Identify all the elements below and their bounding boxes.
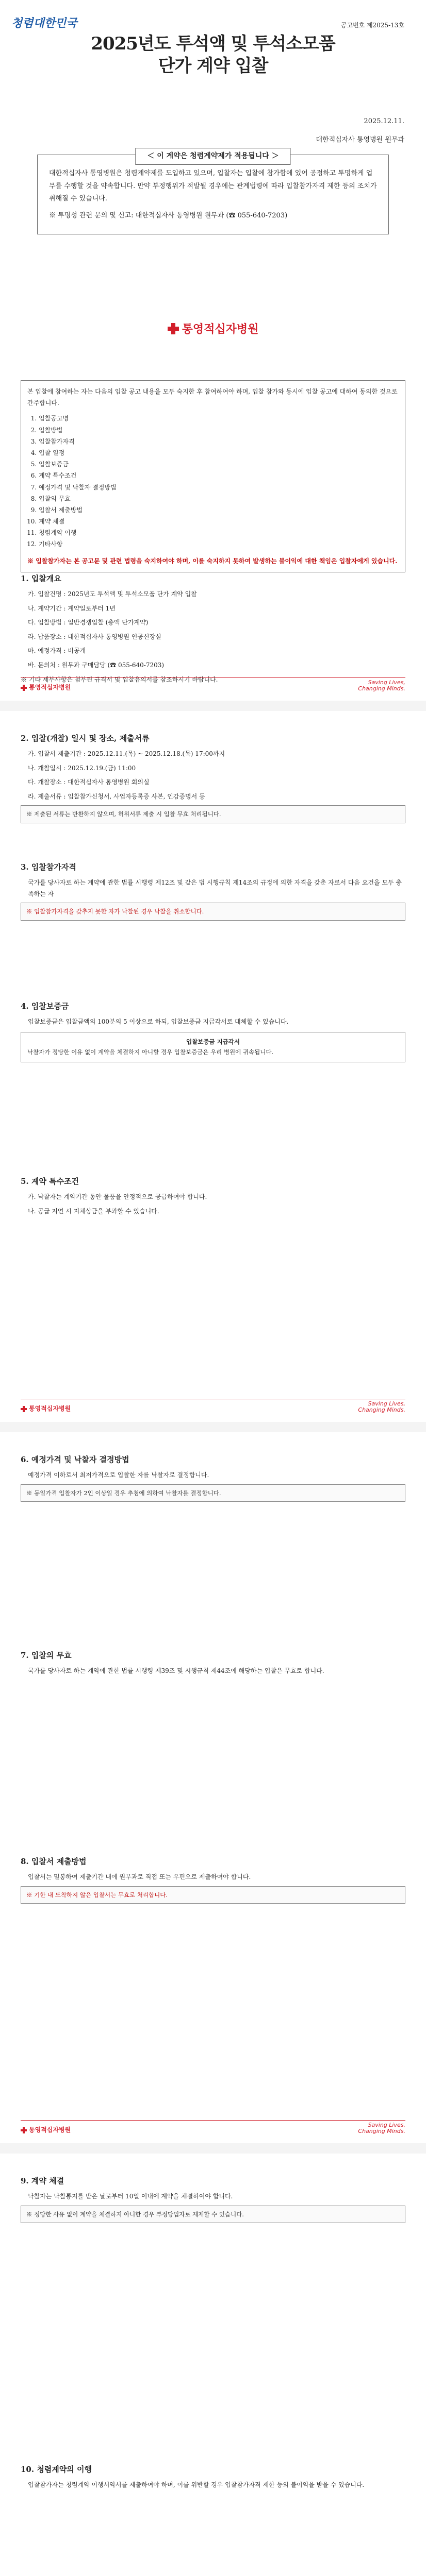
page-2 <box>0 711 426 1422</box>
section-heading: 4. 입찰보증금 <box>21 1002 69 1011</box>
section-heading: 6. 예정가격 및 낙찰자 결정방법 <box>21 1455 129 1464</box>
section-row: 가. 입찰서 제출기간 : 2025.12.11.(목) ~ 2025.12.18.(목) 17:00까지 <box>28 750 225 757</box>
section-invalid-bids <box>21 1649 405 1680</box>
section-row: 마. 예정가격 : 비공개 <box>28 647 86 655</box>
hospital-logo <box>0 320 426 336</box>
section-heading: 10. 청렴계약의 이행 <box>21 2465 92 2474</box>
section-body: 국가를 당사자로 하는 계약에 관한 법률 시행령 제39조 및 시행규칙 제44조에 해당하는 입찰은 무효로 합니다. <box>28 1667 324 1674</box>
section-body: 입찰참가자는 청렴계약 이행서약서를 제출하여야 하며, 이를 위반할 경우 입찰참가자격 제한 등의 불이익을 받을 수 있습니다. <box>28 2481 365 2488</box>
slogan-line-2: Changing Minds. <box>358 2128 405 2135</box>
section-callout: ※ 기한 내 도착하지 않은 입찰서는 무효로 처리합니다. <box>21 1886 405 1904</box>
deposit-box <box>21 1032 405 1062</box>
page-1 <box>0 0 426 701</box>
footer-rule <box>21 677 405 678</box>
section-deposit <box>21 999 405 1066</box>
footer-hospital-name: 통영적십자병원 <box>29 684 71 691</box>
section-row: 가. 낙찰자는 계약기간 동안 물품을 안정적으로 공급하여야 합니다. <box>28 1193 207 1200</box>
integrity-notice-paragraph: 대한적십자사 통영병원은 청렴계약제를 도입하고 있으며, 입찰자는 입찰에 참가함에 있어 공정하고 투명하게 업무를 수행할 것을 약속합니다. 만약 부정행위가 적발될 경우에는 관계법령에 따라 입찰참가자격 제한 등의 조치가 취해질 수 있습니다. <box>49 170 377 203</box>
summary-item: 4. 입찰 일정 <box>39 447 399 459</box>
document-number: 공고번호 제2025-13호 <box>340 22 404 29</box>
deposit-box-title: 입찰보증금 지급각서 <box>186 1038 240 1045</box>
summary-item: 1. 입찰공고명 <box>39 413 399 424</box>
gov-integrity-logo: 청렴대한민국 <box>11 17 77 30</box>
summary-item: 5. 입찰보증금 <box>39 459 399 470</box>
section-callout: ※ 제출된 서류는 반환하지 않으며, 허위서류 제출 시 입찰 무효 처리됩니다. <box>21 805 405 823</box>
section-callout: ※ 정당한 사유 없이 계약을 체결하지 아니한 경우 부정당업자로 제재할 수 있습니다. <box>21 2206 405 2224</box>
section-heading: 1. 입찰개요 <box>21 574 61 583</box>
summary-item: 9. 입찰서 제출방법 <box>39 504 399 516</box>
footer-slogan <box>358 680 405 692</box>
red-cross-icon <box>21 685 27 691</box>
footer-logo <box>21 1404 71 1413</box>
deposit-box-text: 낙찰자가 정당한 이유 없이 계약을 체결하지 아니할 경우 입찰보증금은 우리 병원에 귀속됩니다. <box>27 1048 274 1056</box>
section-body: 입찰보증금은 입찰금액의 100분의 5 이상으로 하되, 입찰보증금 지급각서로 대체할 수 있습니다. <box>28 1018 289 1025</box>
section-integrity <box>21 2463 405 2494</box>
section-heading: 5. 계약 특수조건 <box>21 1177 79 1186</box>
section-body: 입찰서는 밀봉하여 제출기간 내에 원무과로 직접 또는 우편으로 제출하여야 합니다. <box>28 1873 251 1880</box>
red-cross-icon <box>21 2127 27 2133</box>
summary-item: 2. 입찰방법 <box>39 425 399 436</box>
section-contract <box>21 2174 405 2226</box>
notice-date: 2025.12.11. <box>364 117 404 125</box>
footer-rule <box>21 2120 405 2121</box>
integrity-contact: ※ 투명성 관련 문의 및 신고: 대한적십자사 통영병원 원무과 (☎ 055-640-7203) <box>49 212 288 220</box>
red-cross-icon <box>168 323 179 334</box>
summary-list <box>27 413 399 550</box>
title-line-2: 단가 계약 입찰 <box>158 55 268 76</box>
section-heading: 9. 계약 체결 <box>21 2176 64 2185</box>
red-cross-icon <box>21 1406 27 1412</box>
page-3 <box>0 1432 426 2143</box>
section-submission <box>21 1855 405 1907</box>
summary-item: 6. 계약 특수조건 <box>39 470 399 481</box>
section-body: 낙찰자는 낙찰통지를 받은 날로부터 10일 이내에 계약을 체결하여야 합니다. <box>28 2193 233 2200</box>
section-overview <box>21 572 405 685</box>
section-special-terms <box>21 1175 405 1220</box>
footer-logo <box>21 2125 71 2134</box>
section-row: 가. 입찰건명 : 2025년도 투석액 및 투석소모품 단가 계약 입찰 <box>28 590 197 598</box>
section-row: 라. 제출서류 : 입찰참가신청서, 사업자등록증 사본, 인감증명서 등 <box>28 792 205 800</box>
section-row: 라. 납품장소 : 대한적십자사 통영병원 인공신장실 <box>28 633 161 640</box>
footer-slogan <box>358 2122 405 2135</box>
footer-hospital-name: 통영적십자병원 <box>29 1405 71 1412</box>
section-heading: 8. 입찰서 제출방법 <box>21 1857 87 1866</box>
footer-hospital-name: 통영적십자병원 <box>29 2126 71 2133</box>
page-4 <box>0 2154 426 2576</box>
summary-box <box>21 380 405 572</box>
section-award-method <box>21 1453 405 1505</box>
slogan-line-1: Saving Lives, <box>368 679 405 686</box>
slogan-line-1: Saving Lives, <box>368 1400 405 1407</box>
section-schedule <box>21 732 405 826</box>
section-body: 예정가격 이하로서 최저가격으로 입찰한 자를 낙찰자로 결정합니다. <box>28 1471 209 1479</box>
section-callout: ※ 동일가격 입찰자가 2인 이상일 경우 추첨에 의하여 낙찰자를 결정합니다. <box>21 1484 405 1502</box>
section-note: ※ 기타 세부사항은 첨부된 규격서 및 입찰유의서를 참조하시기 바랍니다. <box>21 675 218 683</box>
section-eligibility <box>21 860 405 924</box>
integrity-notice-box <box>37 152 389 234</box>
section-row: 다. 개찰장소 : 대한적십자사 통영병원 회의실 <box>28 778 150 786</box>
section-heading: 7. 입찰의 무효 <box>21 1651 72 1660</box>
section-row: 나. 공급 지연 시 지체상금을 부과할 수 있습니다. <box>28 1207 159 1215</box>
footer-slogan <box>358 1401 405 1414</box>
section-row: 바. 문의처 : 원무과 구매담당 (☎ 055-640-7203) <box>28 661 165 669</box>
footer-logo <box>21 683 71 691</box>
hospital-name: 통영적십자병원 <box>182 323 259 336</box>
issuing-org: 대한적십자사 통영병원 원무과 <box>316 136 404 144</box>
integrity-notice-tag: ＜ 이 계약은 청렴계약제가 적용됩니다 ＞ <box>135 148 290 165</box>
summary-item: 12. 기타사항 <box>39 538 399 550</box>
summary-item: 3. 입찰참가자격 <box>39 436 399 447</box>
page-title <box>0 33 426 77</box>
section-row: 다. 입찰방법 : 일반경쟁입찰 (총액 단가계약) <box>28 619 149 626</box>
slogan-line-2: Changing Minds. <box>358 685 405 692</box>
slogan-line-1: Saving Lives, <box>368 2121 405 2128</box>
summary-warning: ※ 입찰참가자는 본 공고문 및 관련 법령을 숙지하여야 하며, 이를 숙지하지 못하여 발생하는 불이익에 대한 책임은 입찰자에게 있습니다. <box>27 557 398 565</box>
summary-item: 10. 계약 체결 <box>39 516 399 527</box>
summary-item: 8. 입찰의 무효 <box>39 493 399 504</box>
summary-item: 7. 예정가격 및 낙찰자 결정방법 <box>39 482 399 493</box>
section-heading: 2. 입찰(개찰) 일시 및 장소, 제출서류 <box>21 734 150 743</box>
section-heading: 3. 입찰참가자격 <box>21 862 76 872</box>
section-body: 국가를 당사자로 하는 계약에 관한 법률 시행령 제12조 및 같은 법 시행규칙 제14조의 규정에 의한 자격을 갖춘 자로서 다음 요건을 모두 충족하는 자 <box>28 879 402 897</box>
section-callout: ※ 입찰참가자격을 갖추지 못한 자가 낙찰된 경우 낙찰을 취소합니다. <box>21 903 405 921</box>
section-row: 나. 계약기간 : 계약일로부터 1년 <box>28 604 116 612</box>
section-row: 나. 개찰일시 : 2025.12.19.(금) 11:00 <box>28 764 136 772</box>
title-line-1: 2025년도 투석액 및 투석소모품 <box>91 33 335 54</box>
slogan-line-2: Changing Minds. <box>358 1406 405 1414</box>
summary-item: 11. 청렴계약 이행 <box>39 527 399 538</box>
summary-lead: 본 입찰에 참여하는 자는 다음의 입찰 공고 내용을 모두 숙지한 후 참여하여야 하며, 입찰 참가와 동시에 입찰 공고에 대하여 동의한 것으로 간주합니다. <box>27 388 398 407</box>
